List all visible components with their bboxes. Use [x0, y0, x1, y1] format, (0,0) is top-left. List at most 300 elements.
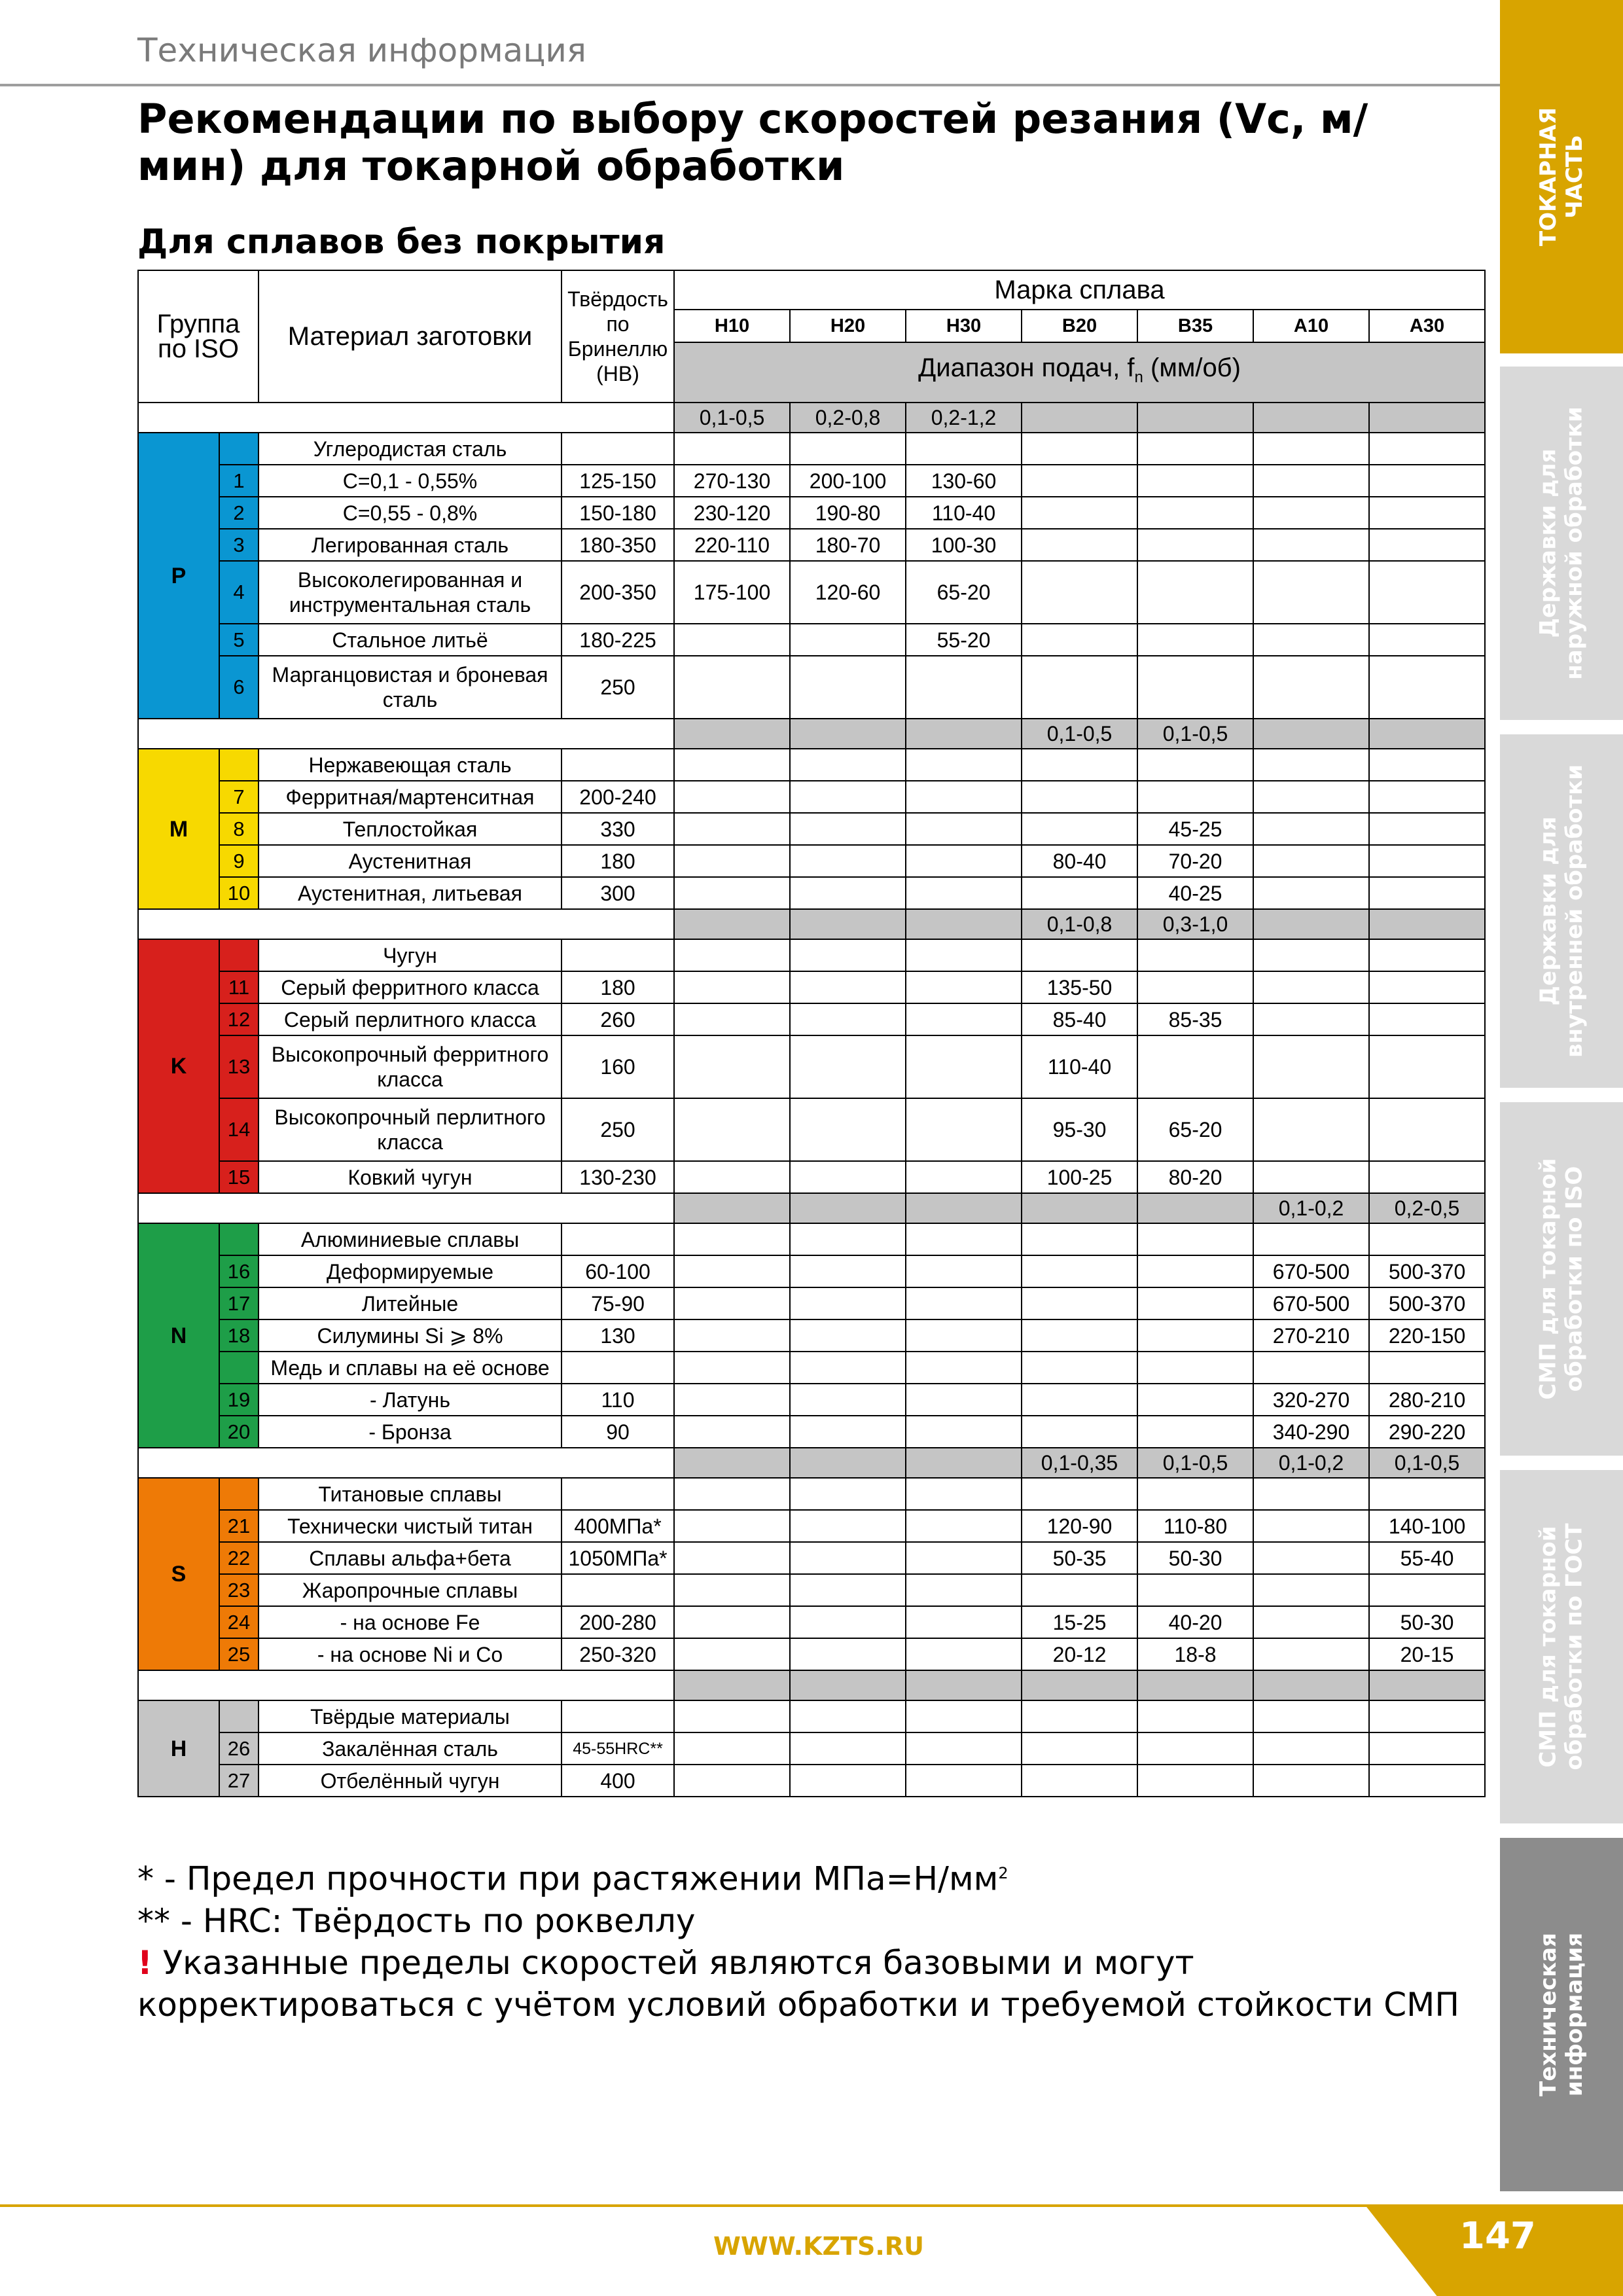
feed-row [138, 1670, 1485, 1700]
material-name: Жаропрочные сплавы [259, 1574, 562, 1606]
feed-cell [1022, 1193, 1137, 1223]
material-name: Титановые сплавы [259, 1478, 562, 1510]
speed-value [906, 939, 1022, 971]
speed-value [674, 1352, 790, 1384]
material-row [138, 971, 1485, 1003]
speed-value: 270-130 [674, 465, 790, 497]
speed-value [790, 1732, 906, 1765]
speed-value [1253, 845, 1369, 877]
speed-value [1137, 497, 1253, 529]
speed-value [1253, 1606, 1369, 1638]
material-row [138, 845, 1485, 877]
header-feed-range [674, 342, 1485, 403]
hardness-value: 400МПа* [562, 1510, 674, 1542]
feed-cell: 0,2-0,8 [790, 403, 906, 433]
feed-cell [1369, 1670, 1485, 1700]
feed-cell [1253, 1670, 1369, 1700]
speed-value [1253, 1223, 1369, 1255]
feed-cell: 0,1-0,5 [1137, 1448, 1253, 1478]
speed-value [790, 813, 906, 845]
footnotes [137, 1852, 1486, 2026]
row-number: 21 [219, 1510, 259, 1542]
speed-value [790, 1098, 906, 1161]
speed-value [1369, 971, 1485, 1003]
hardness-value: 330 [562, 813, 674, 845]
page-number: 147 [1459, 2215, 1536, 2257]
speed-value [1137, 939, 1253, 971]
header-hardness: Твёрдость по Бринеллю (HB) [562, 270, 674, 403]
sidebar-tab-turning[interactable]: ТОКАРНАЯ ЧАСТЬ [1500, 0, 1623, 353]
hardness-value: 250 [562, 656, 674, 719]
speed-value [674, 1574, 790, 1606]
speed-value [906, 1255, 1022, 1287]
feed-cell: 0,1-0,8 [1022, 909, 1137, 939]
feed-cell [1253, 909, 1369, 939]
hardness-value: 1050МПа* [562, 1542, 674, 1574]
material-row [138, 1732, 1485, 1765]
hardness-value: 180 [562, 971, 674, 1003]
feed-cell [1369, 909, 1485, 939]
material-name: Нержавеющая сталь [259, 749, 562, 781]
header-iso-group: Группа по ISO [138, 270, 259, 403]
speed-value: 110-40 [906, 497, 1022, 529]
speed-value [1369, 1161, 1485, 1193]
material-name: - Бронза [259, 1416, 562, 1448]
hardness-value [562, 1352, 674, 1384]
feed-cell [790, 719, 906, 749]
speed-value [906, 1478, 1022, 1510]
speed-value [1137, 1384, 1253, 1416]
speed-value [1022, 781, 1137, 813]
material-row [138, 1319, 1485, 1352]
speed-value [1022, 1223, 1137, 1255]
speed-value [790, 781, 906, 813]
hardness-value: 160 [562, 1035, 674, 1098]
speed-value [1022, 624, 1137, 656]
speed-value [674, 1638, 790, 1670]
speed-value [674, 1255, 790, 1287]
feed-cell [1022, 403, 1137, 433]
material-name: Аустенитная, литьевая [259, 877, 562, 909]
row-number: 12 [219, 1003, 259, 1035]
speed-value [1369, 845, 1485, 877]
speed-value [1253, 1765, 1369, 1797]
speed-value [674, 656, 790, 719]
speed-value [1137, 1319, 1253, 1352]
feed-cell: 0,1-0,5 [1369, 1448, 1485, 1478]
speed-value: 50-35 [1022, 1542, 1137, 1574]
material-name: Серый перлитного класса [259, 1003, 562, 1035]
speed-value: 120-60 [790, 561, 906, 624]
row-number: 6 [219, 656, 259, 719]
row-number [219, 433, 259, 465]
speed-value [1253, 1510, 1369, 1542]
feed-cell [790, 1448, 906, 1478]
speed-value [674, 1384, 790, 1416]
material-row [138, 1765, 1485, 1797]
hardness-value: 90 [562, 1416, 674, 1448]
feed-cell: 0,1-0,5 [1137, 719, 1253, 749]
material-name: Чугун [259, 939, 562, 971]
speed-value [674, 624, 790, 656]
speed-value [1253, 877, 1369, 909]
speed-value [1369, 1035, 1485, 1098]
row-number: 17 [219, 1287, 259, 1319]
speed-value [1253, 1638, 1369, 1670]
grade-header: B20 [1022, 310, 1137, 342]
speed-value [906, 1035, 1022, 1098]
hardness-value: 180 [562, 845, 674, 877]
speed-value: 670-500 [1253, 1287, 1369, 1319]
material-row [138, 465, 1485, 497]
speed-value [1369, 1765, 1485, 1797]
feed-cell [906, 1193, 1022, 1223]
table-header-row [138, 270, 1485, 310]
material-name: - на основе Ni и Co [259, 1638, 562, 1670]
material-name: Легированная сталь [259, 529, 562, 561]
speed-value [790, 1035, 906, 1098]
speed-value [1253, 1700, 1369, 1732]
speed-value [1253, 433, 1369, 465]
speed-value: 290-220 [1369, 1416, 1485, 1448]
speed-value [1369, 1003, 1485, 1035]
speed-value: 340-290 [1253, 1416, 1369, 1448]
speed-value [1137, 1416, 1253, 1448]
speed-value [790, 1384, 906, 1416]
speed-value: 55-40 [1369, 1542, 1485, 1574]
row-number: 7 [219, 781, 259, 813]
speed-value [906, 781, 1022, 813]
material-name: Литейные [259, 1287, 562, 1319]
speed-value [674, 845, 790, 877]
speed-value: 135-50 [1022, 971, 1137, 1003]
footnote-tensile: * - Предел прочности при растяжении $МПа=Н/мм^2$ [137, 1859, 1008, 1898]
speed-value [1022, 1732, 1137, 1765]
iso-group-cell: N [138, 1223, 219, 1448]
material-row [138, 624, 1485, 656]
speed-value [790, 1478, 906, 1510]
material-row [138, 1478, 1485, 1510]
row-number: 9 [219, 845, 259, 877]
speed-value: 85-40 [1022, 1003, 1137, 1035]
feed-row-spacer [138, 403, 674, 433]
feed-cell [674, 1448, 790, 1478]
speed-value [906, 1384, 1022, 1416]
speed-value [906, 813, 1022, 845]
speed-value [674, 813, 790, 845]
speed-value [1253, 1732, 1369, 1765]
hardness-value [562, 1574, 674, 1606]
feed-cell: 0,2-0,5 [1369, 1193, 1485, 1223]
speed-value [906, 749, 1022, 781]
speed-value [790, 749, 906, 781]
speed-value [1137, 1352, 1253, 1384]
speed-value [906, 1765, 1022, 1797]
hardness-value: 180-350 [562, 529, 674, 561]
sidebar-tab-technical-info[interactable]: Техническая информация [1500, 1838, 1623, 2191]
material-row [138, 1384, 1485, 1416]
grade-header: H20 [790, 310, 906, 342]
speed-value [1253, 1098, 1369, 1161]
speed-value: 85-35 [1137, 1003, 1253, 1035]
row-number: 14 [219, 1098, 259, 1161]
speed-value: 20-15 [1369, 1638, 1485, 1670]
feed-cell [1137, 1193, 1253, 1223]
speed-value: 65-20 [1137, 1098, 1253, 1161]
speed-value [1137, 624, 1253, 656]
sidebar-tab-inserts-iso[interactable]: СМП для токарной обработки по ISO [1500, 1102, 1623, 1456]
feed-cell [674, 719, 790, 749]
hardness-value: 200-280 [562, 1606, 674, 1638]
speed-value: 50-30 [1137, 1542, 1253, 1574]
feed-cell [1253, 719, 1369, 749]
speed-value: 55-20 [906, 624, 1022, 656]
feed-cell [674, 909, 790, 939]
feed-cell [906, 1670, 1022, 1700]
speed-value [674, 749, 790, 781]
speed-value [1253, 1542, 1369, 1574]
hardness-value: 130 [562, 1319, 674, 1352]
material-row [138, 656, 1485, 719]
row-number [219, 749, 259, 781]
feed-cell [1137, 1670, 1253, 1700]
speed-value: 220-150 [1369, 1319, 1485, 1352]
speed-value: 110-80 [1137, 1510, 1253, 1542]
material-row [138, 497, 1485, 529]
grade-header: H30 [906, 310, 1022, 342]
material-name: Силумины Si ⩾ 8% [259, 1319, 562, 1352]
material-name: Алюминиевые сплавы [259, 1223, 562, 1255]
speed-value [1253, 529, 1369, 561]
hardness-value [562, 1700, 674, 1732]
speed-value [790, 1765, 906, 1797]
speed-value: 50-30 [1369, 1606, 1485, 1638]
speed-value [790, 1638, 906, 1670]
grade-header: A30 [1369, 310, 1485, 342]
feed-row [138, 909, 1485, 939]
speed-value [674, 939, 790, 971]
speed-value: 100-30 [906, 529, 1022, 561]
speed-value [1137, 465, 1253, 497]
speed-value [674, 1098, 790, 1161]
speed-value [674, 1542, 790, 1574]
material-name: Деформируемые [259, 1255, 562, 1287]
speed-value: 45-25 [1137, 813, 1253, 845]
feed-cell [790, 909, 906, 939]
grade-header: B35 [1137, 310, 1253, 342]
footer-divider [0, 2204, 1500, 2207]
speed-value: 320-270 [1253, 1384, 1369, 1416]
speed-value [1253, 624, 1369, 656]
hardness-value: 110 [562, 1384, 674, 1416]
speed-value [1022, 939, 1137, 971]
footer-url[interactable]: WWW.KZTS.RU [713, 2232, 924, 2261]
row-number: 5 [219, 624, 259, 656]
hardness-value: 130-230 [562, 1161, 674, 1193]
material-name: C=0,55 - 0,8% [259, 497, 562, 529]
row-number: 8 [219, 813, 259, 845]
hardness-value: 250 [562, 1098, 674, 1161]
speed-value [1022, 529, 1137, 561]
speed-value [1022, 1765, 1137, 1797]
material-name: Сплавы альфа+бета [259, 1542, 562, 1574]
iso-group-cell: K [138, 939, 219, 1193]
table-subtitle: Для сплавов без покрытия [137, 223, 666, 262]
speed-value: 130-60 [906, 465, 1022, 497]
feed-cell [906, 1448, 1022, 1478]
speed-value [1369, 1223, 1485, 1255]
speed-value [906, 1319, 1022, 1352]
speed-value [790, 939, 906, 971]
speed-value [1369, 1732, 1485, 1765]
feed-row [138, 403, 1485, 433]
speed-value [906, 1700, 1022, 1732]
speed-value [1022, 877, 1137, 909]
material-name: Технически чистый титан [259, 1510, 562, 1542]
speed-value [1369, 813, 1485, 845]
material-row [138, 1542, 1485, 1574]
speed-value: 200-100 [790, 465, 906, 497]
sidebar-tab-external-holders[interactable]: Державки для наружной обработки [1500, 367, 1623, 720]
material-name: Стальное литьё [259, 624, 562, 656]
speed-value [1137, 529, 1253, 561]
material-row [138, 1098, 1485, 1161]
speed-value [790, 971, 906, 1003]
page-title: Рекомендации по выбору скоростей резания (Vc, м/мин) для токарной обработки [137, 95, 1368, 190]
speed-value [1022, 1319, 1137, 1352]
feed-cell [1137, 403, 1253, 433]
hardness-value [562, 1223, 674, 1255]
speed-value [1369, 1352, 1485, 1384]
row-number: 13 [219, 1035, 259, 1098]
speed-value: 230-120 [674, 497, 790, 529]
feed-cell [1369, 403, 1485, 433]
speed-value [674, 1732, 790, 1765]
speed-value [1022, 1416, 1137, 1448]
material-name: Ферритная/мартенситная [259, 781, 562, 813]
row-number: 11 [219, 971, 259, 1003]
feed-row-spacer [138, 1448, 674, 1478]
iso-group-cell: M [138, 749, 219, 909]
speed-value: 220-110 [674, 529, 790, 561]
material-row [138, 1510, 1485, 1542]
row-number [219, 1223, 259, 1255]
material-name: - Латунь [259, 1384, 562, 1416]
feed-cell [674, 1193, 790, 1223]
speed-value: 280-210 [1369, 1384, 1485, 1416]
speed-value [906, 1638, 1022, 1670]
speed-value: 500-370 [1369, 1255, 1485, 1287]
row-number: 25 [219, 1638, 259, 1670]
speed-value [674, 1287, 790, 1319]
speed-value: 20-12 [1022, 1638, 1137, 1670]
material-row [138, 433, 1485, 465]
speed-value [674, 1416, 790, 1448]
speed-value [790, 1223, 906, 1255]
speed-value [674, 1765, 790, 1797]
speed-value [1369, 939, 1485, 971]
material-row [138, 749, 1485, 781]
feed-cell [1369, 719, 1485, 749]
speed-value [1253, 1574, 1369, 1606]
iso-group-cell: H [138, 1700, 219, 1797]
speed-value [1369, 1700, 1485, 1732]
material-name: Медь и сплавы на её основе [259, 1352, 562, 1384]
material-name: Аустенитная [259, 845, 562, 877]
feed-row [138, 1193, 1485, 1223]
speed-value [906, 1416, 1022, 1448]
speed-value [906, 1574, 1022, 1606]
speed-value: 40-20 [1137, 1606, 1253, 1638]
speed-value [674, 1510, 790, 1542]
cutting-speed-table [137, 270, 1486, 1797]
grade-header: H10 [674, 310, 790, 342]
speed-value [1369, 781, 1485, 813]
row-number: 20 [219, 1416, 259, 1448]
material-name: - на основе Fe [259, 1606, 562, 1638]
speed-value [1137, 1765, 1253, 1797]
speed-value [906, 845, 1022, 877]
speed-value [1369, 497, 1485, 529]
speed-value [1022, 561, 1137, 624]
speed-value [1022, 1352, 1137, 1384]
speed-value [790, 1287, 906, 1319]
speed-value: 70-20 [1137, 845, 1253, 877]
speed-value [1137, 749, 1253, 781]
speed-value [1253, 656, 1369, 719]
speed-value [1022, 1384, 1137, 1416]
speed-value [1022, 1574, 1137, 1606]
hardness-value [562, 939, 674, 971]
warning-mark: ! [137, 1943, 152, 1982]
footnote-hrc: ** - HRC: Твёрдость по роквеллу [137, 1901, 696, 1940]
row-number: 22 [219, 1542, 259, 1574]
speed-value: 18-8 [1137, 1638, 1253, 1670]
feed-cell: 0,1-0,2 [1253, 1193, 1369, 1223]
feed-cell [1022, 1670, 1137, 1700]
sidebar-tab-inserts-gost[interactable]: СМП для токарной обработки по ГОСТ [1500, 1470, 1623, 1823]
feed-row [138, 1448, 1485, 1478]
material-row [138, 529, 1485, 561]
hardness-value: 300 [562, 877, 674, 909]
speed-value [906, 1352, 1022, 1384]
speed-value [906, 1606, 1022, 1638]
speed-value: 175-100 [674, 561, 790, 624]
speed-value [674, 1003, 790, 1035]
material-row [138, 1352, 1485, 1384]
footnote-warning: ! Указанные пределы скоростей являются базовыми и могут корректироваться с учётом условий обработки и требуемой стойкости СМП [137, 1943, 1459, 2024]
speed-value: 180-70 [790, 529, 906, 561]
speed-value [1022, 497, 1137, 529]
material-name: Высокопрочный ферритного класса [259, 1035, 562, 1098]
speed-value [790, 1161, 906, 1193]
row-number: 18 [219, 1319, 259, 1352]
feed-cell: 0,1-0,5 [674, 403, 790, 433]
section-header: Техническая информация [137, 31, 586, 69]
hardness-value: 260 [562, 1003, 674, 1035]
hardness-value: 250-320 [562, 1638, 674, 1670]
speed-value: 80-20 [1137, 1161, 1253, 1193]
speed-value [790, 433, 906, 465]
speed-value [1137, 1287, 1253, 1319]
speed-value [1253, 1352, 1369, 1384]
speed-value [674, 1161, 790, 1193]
speed-value [1137, 1223, 1253, 1255]
row-number: 10 [219, 877, 259, 909]
header-alloy-brand: Марка сплава [674, 270, 1485, 310]
sidebar-tab-internal-holders[interactable]: Державки для внутренней обработки [1500, 734, 1623, 1088]
row-number [219, 1352, 259, 1384]
